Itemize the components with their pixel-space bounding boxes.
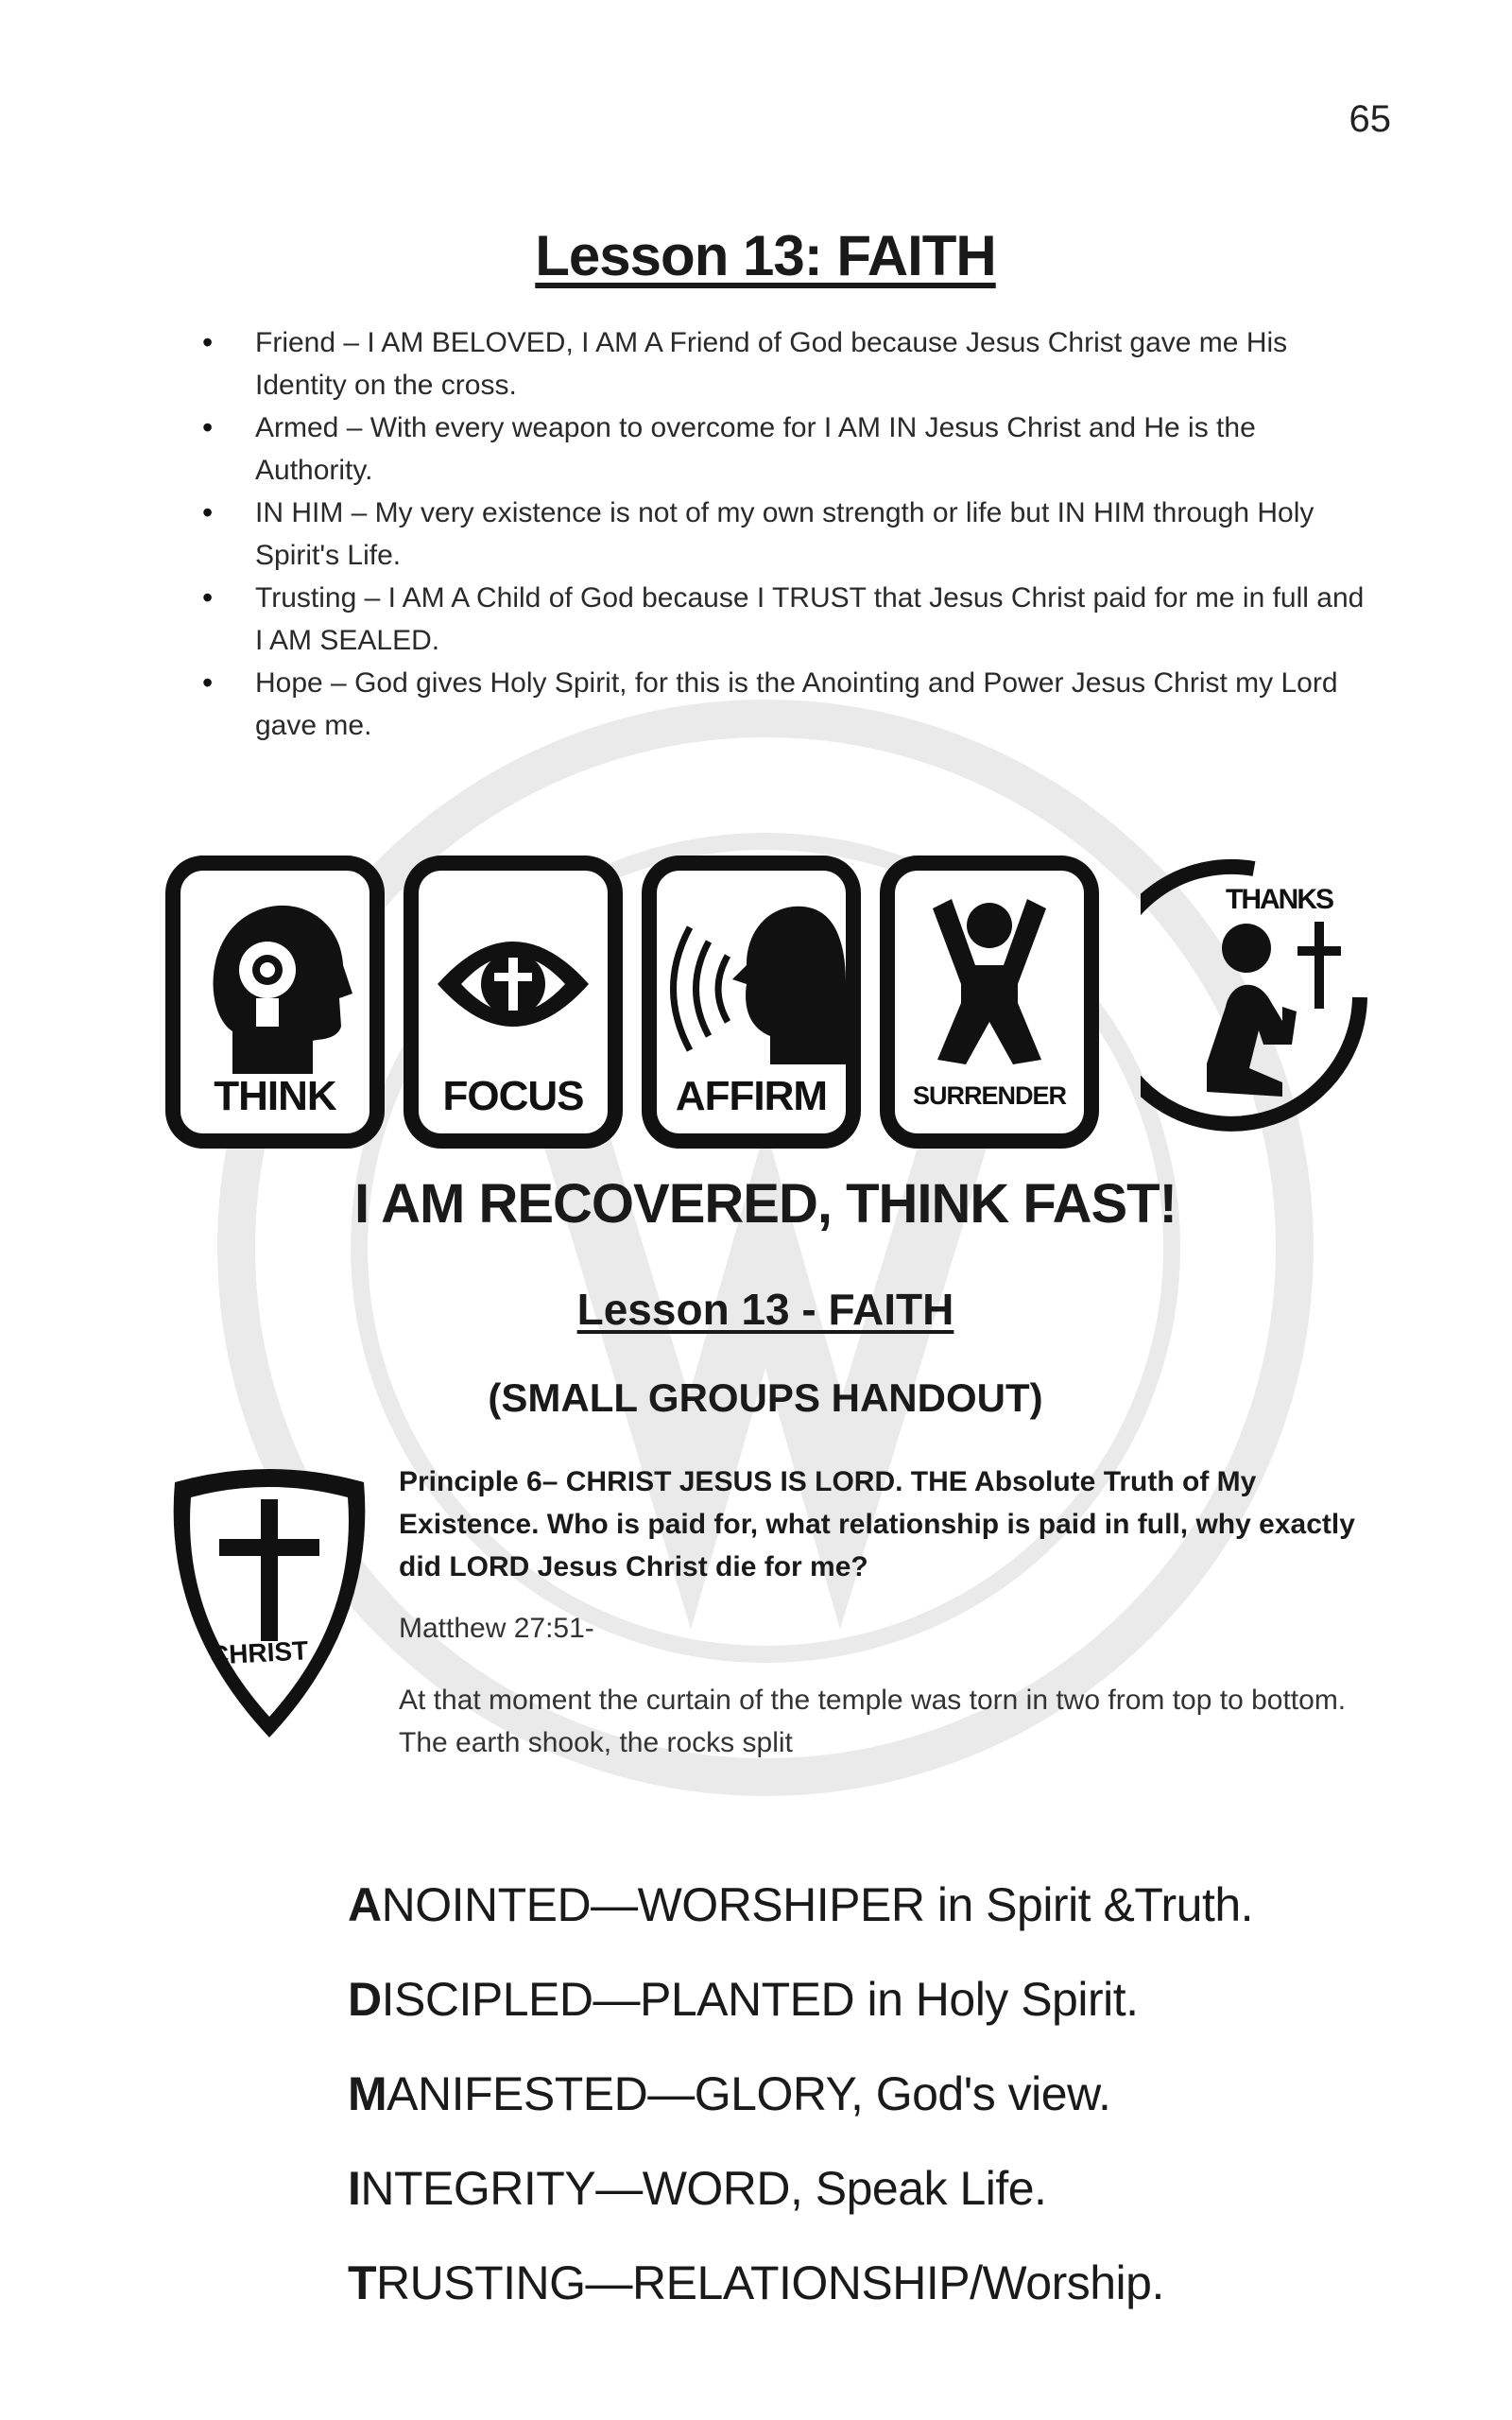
list-item: • Trusting – I AM A Child of God because I TRUST that Jesus Christ paid for me in full and I AM SEALED.: [202, 577, 1374, 662]
list-item: • Armed – With every weapon to overcome for I AM IN Jesus Christ and He is the Authority.: [202, 406, 1374, 492]
acrostic-line: [348, 1858, 1253, 1952]
surrender-label: SURRENDER: [912, 1081, 1067, 1110]
list-item: • IN HIM – My very existence is not of my own strength or life but IN HIM through Holy Spirit's Life.: [202, 492, 1374, 577]
focus-label: FOCUS: [442, 1073, 584, 1119]
acrostic-letter: I: [348, 2162, 361, 2215]
acrostic-rest: NOINTED—WORSHIPER in Spirit &Truth.: [381, 1878, 1254, 1931]
acrostic-line: [348, 2141, 1253, 2236]
page-title: Lesson 13: FAITH: [535, 224, 996, 287]
recovery-icon-strip: [165, 856, 1366, 1158]
affirm-label: AFFIRM: [675, 1073, 828, 1119]
acrostic-line: [348, 2236, 1253, 2330]
handout-label: (SMALL GROUPS HANDOUT): [488, 1375, 1043, 1420]
acrostic-rest: ANIFESTED—GLORY, God's view.: [387, 2067, 1111, 2120]
acrostic-line: [348, 2047, 1253, 2141]
tagline: I AM RECOVERED, THINK FAST!: [354, 1173, 1177, 1235]
acrostic-line: [348, 1952, 1253, 2047]
shield-label: CHRIST: [209, 1635, 309, 1670]
acrostic-letter: A: [348, 1878, 382, 1931]
acrostic-letter: T: [348, 2256, 377, 2309]
acrostic-rest: RUSTING—RELATIONSHIP/Worship.: [376, 2256, 1164, 2309]
lesson-subtitle: Lesson 13 - FAITH: [576, 1285, 954, 1334]
principle-text: Principle 6– CHRIST JESUS IS LORD. THE Absolute Truth of My Existence. Who is paid for, what relationship is paid in full, why exactly did LORD Jesus Christ die for me?: [399, 1466, 1355, 1582]
list-item: • Friend – I AM BELOVED, I AM A Friend of God because Jesus Christ gave me His Identity on the cross.: [202, 321, 1374, 406]
acrostic-rest: NTEGRITY—WORD, Speak Life.: [360, 2162, 1047, 2215]
think-badge: [165, 856, 385, 1149]
acrostic-rest: ISCIPLED—PLANTED in Holy Spirit.: [381, 1973, 1139, 2026]
focus-badge: [404, 856, 623, 1149]
verse-reference: Matthew 27:51-: [399, 1613, 594, 1644]
page-number: 65: [1349, 98, 1391, 140]
affirm-badge: [642, 856, 861, 1149]
christ-shield-icon: [161, 1463, 378, 1747]
acrostic-list: [348, 1858, 1253, 2330]
thanks-label: THANKS: [1226, 884, 1332, 915]
verse-text: At that moment the curtain of the temple was torn in two from top to bottom. The earth shook, the rocks split: [399, 1685, 1347, 1758]
think-label: THINK: [214, 1073, 336, 1119]
acrostic-letter: D: [348, 1973, 382, 2026]
acrostic-letter: M: [348, 2067, 387, 2120]
list-item: • Hope – God gives Holy Spirit, for this is the Anointing and Power Jesus Christ my Lord gave me.: [202, 662, 1374, 747]
surrender-badge: [880, 856, 1099, 1149]
